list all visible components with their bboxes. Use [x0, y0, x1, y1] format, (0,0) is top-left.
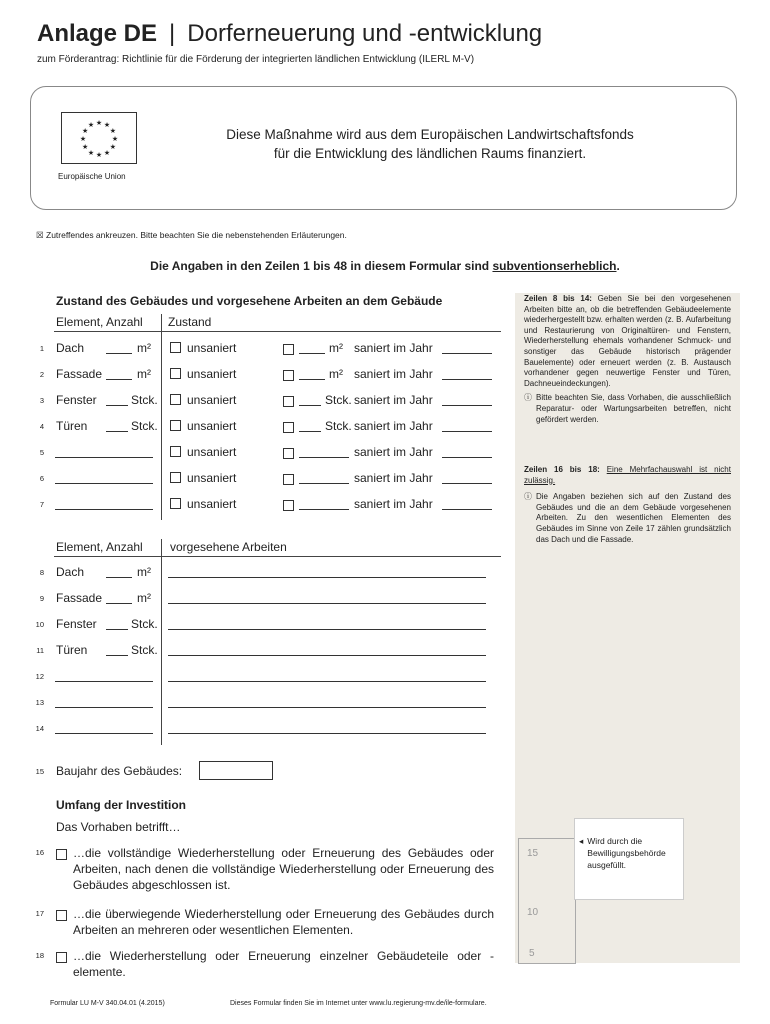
row-number: 8 — [39, 568, 44, 577]
notice-emphasis: subventionserheblich — [492, 259, 617, 273]
saniert-label: saniert im Jahr — [354, 367, 433, 381]
unsaniert-label: unsaniert — [187, 445, 237, 459]
saniert-quantity-field[interactable] — [299, 498, 349, 510]
callout-text: Wird durch die Bewilligungsbehörde ausgefüllt. — [587, 836, 666, 870]
row-number: 3 — [39, 396, 44, 405]
saniert-year-field[interactable] — [442, 368, 492, 380]
saniert-year-field[interactable] — [442, 420, 492, 432]
element-field[interactable] — [55, 722, 153, 734]
gauge-label: 15 — [527, 848, 539, 859]
saniert-year-field[interactable] — [442, 446, 492, 458]
column-divider — [161, 314, 162, 520]
arrow-left-icon: ◂ — [579, 836, 584, 846]
sidebar-b2-text: Eine Mehrfachauswahl ist nicht zulässig. — [524, 465, 731, 485]
saniert-checkbox[interactable] — [283, 396, 294, 407]
header-rule-2 — [54, 556, 501, 557]
saniert-year-field[interactable] — [442, 394, 492, 406]
saniert-checkbox[interactable] — [283, 370, 294, 381]
eu-star-icon: ★ — [79, 136, 87, 143]
planned-work-field[interactable] — [168, 618, 486, 630]
authority-callout — [574, 818, 684, 900]
saniert-unit-label: m² — [329, 367, 343, 381]
saniert-label: saniert im Jahr — [354, 497, 433, 511]
saniert-quantity-field[interactable] — [299, 342, 325, 354]
row-number: 4 — [39, 422, 44, 431]
saniert-checkbox[interactable] — [283, 422, 294, 433]
hint-text: Zutreffendes ankreuzen. Bitte beachten Sie die nebenstehenden Erläuterungen. — [46, 230, 347, 240]
unsaniert-checkbox[interactable] — [170, 342, 181, 353]
row-number: 16 — [35, 848, 44, 857]
eu-star-icon: ★ — [95, 152, 103, 159]
eu-star-icon: ★ — [103, 149, 111, 157]
unsaniert-option — [170, 419, 236, 433]
investition-checkbox[interactable] — [56, 952, 67, 963]
investition-option-text: …die Wiederherstellung oder Erneuerung einzelner Gebäudeteile oder -elemente. — [73, 949, 494, 979]
unsaniert-option — [170, 367, 236, 381]
col-header-element: Element, Anzahl — [56, 315, 143, 329]
baujahr-label: Baujahr des Gebäudes: — [56, 764, 183, 778]
form-url-note: Dieses Formular finden Sie im Internet unter www.lu.regierung-mv.de/ile-formulare. — [230, 1000, 487, 1007]
row-number: 6 — [39, 474, 44, 483]
review-gauge-cell — [518, 941, 576, 964]
checked-box-icon: ☒ — [36, 230, 44, 240]
saniert-year-field[interactable] — [442, 498, 492, 510]
header-rule — [54, 331, 501, 332]
notice-prefix: Die Angaben in den Zeilen 1 bis 48 in diesem Formular sind — [150, 259, 493, 273]
form-id: Formular LU M-V 340.04.01 (4.2015) — [50, 1000, 165, 1007]
quantity-field[interactable] — [106, 592, 132, 604]
title-right: Dorferneuerung und -entwicklung — [187, 20, 543, 47]
investition-option-text: …die überwiegende Wiederherstellung oder Erneuerung des Gebäudes durch Arbeiten an mehreren oder wesentlichen Elementen. — [73, 907, 494, 937]
unsaniert-label: unsaniert — [187, 471, 237, 485]
planned-work-field[interactable] — [168, 566, 486, 578]
saniert-quantity-field[interactable] — [299, 420, 321, 432]
col-header-arbeiten: vorgesehene Arbeiten — [170, 540, 287, 554]
row-number: 7 — [39, 500, 44, 509]
unit-label: m² — [137, 367, 151, 381]
investition-intro: Das Vorhaben betrifft… — [56, 820, 181, 834]
saniert-quantity-field[interactable] — [299, 368, 325, 380]
sidebar-b1-text: Geben Sie bei den vorgesehenen Arbeiten bitte an, ob die betreffenden Gebäudeelemente wiederhergestellt bzw. erhalten werden (z. B. Aufarbeitung und Restaurierung von Originaltüren- und Fenstern, Wiederherstellung ehemals vorhandener Schmuck- und sonstiger das Gebäude historisch prägender Bauelemente) oder erneuert werden (z. B. Austausch vorhandener gegen neuwertige Fenster und Türen, Dachneueindeckungen). — [524, 294, 731, 388]
unsaniert-label: unsaniert — [187, 341, 237, 355]
unsaniert-option — [170, 393, 236, 407]
element-field[interactable] — [55, 498, 153, 510]
saniert-checkbox[interactable] — [283, 448, 294, 459]
eu-text-line1: Diese Maßnahme wird aus dem Europäischen Landwirtschaftsfonds — [226, 127, 634, 142]
saniert-label: saniert im Jahr — [354, 419, 433, 433]
saniert-checkbox[interactable] — [283, 344, 294, 355]
quantity-field[interactable] — [106, 368, 132, 380]
row-number: 17 — [35, 909, 44, 918]
unsaniert-label: unsaniert — [187, 497, 237, 511]
title-separator: | — [169, 20, 176, 47]
sidebar-b2-head: Zeilen 16 bis 18: — [524, 465, 600, 474]
planned-work-field[interactable] — [168, 696, 486, 708]
subtitle: zum Förderantrag: Richtlinie für die Förderung der integrierten ländlichen Entwicklung (ILERL M-V) — [37, 54, 475, 65]
saniert-quantity-field[interactable] — [299, 446, 349, 458]
saniert-year-field[interactable] — [442, 342, 492, 354]
element-field[interactable] — [55, 446, 153, 458]
element-field[interactable] — [55, 472, 153, 484]
unsaniert-option — [170, 497, 236, 511]
quantity-field[interactable] — [106, 566, 132, 578]
section-title-zustand: Zustand des Gebäudes und vorgesehene Arbeiten an dem Gebäude — [56, 294, 443, 308]
saniert-unit-label: Stck. — [325, 393, 352, 407]
col-header-zustand: Zustand — [168, 315, 212, 329]
eu-funding-text — [180, 125, 680, 163]
eu-star-icon: ★ — [109, 128, 116, 135]
eu-star-icon: ★ — [103, 122, 111, 130]
row-number: 9 — [39, 594, 44, 603]
unsaniert-option — [170, 471, 236, 485]
quantity-field[interactable] — [106, 342, 132, 354]
planned-work-field[interactable] — [168, 670, 486, 682]
review-gauge-cell — [518, 838, 576, 879]
row-element-label: Fassade — [56, 367, 103, 381]
investition-option-text: …die vollständige Wiederherstellung oder Erneuerung des Gebäudes oder Arbeiten, nach denen die vollständige Wiederherstellung oder Erneuerung des Gebäudes abgeschlossen ist. — [73, 846, 494, 892]
unsaniert-option — [170, 341, 236, 355]
unit-label: m² — [137, 565, 151, 579]
investition-checkbox[interactable] — [56, 910, 67, 921]
title-left: Anlage DE — [37, 20, 158, 47]
row-number: 13 — [35, 698, 44, 707]
saniert-quantity-field[interactable] — [299, 394, 321, 406]
row-number: 1 — [39, 344, 44, 353]
unsaniert-label: unsaniert — [187, 393, 237, 407]
saniert-label: saniert im Jahr — [354, 445, 433, 459]
saniert-label: saniert im Jahr — [354, 393, 433, 407]
sidebar-b1-head: Zeilen 8 bis 14: — [524, 294, 592, 303]
notice-suffix: . — [616, 259, 620, 273]
column-divider-2 — [161, 539, 162, 745]
planned-work-field[interactable] — [168, 722, 486, 734]
unsaniert-checkbox[interactable] — [170, 394, 181, 405]
instruction-hint — [36, 230, 347, 241]
saniert-quantity-field[interactable] — [299, 472, 349, 484]
element-field[interactable] — [55, 696, 153, 708]
eu-star-icon: ★ — [95, 120, 103, 127]
eu-star-icon: ★ — [87, 122, 95, 130]
row-element-label: Türen — [56, 643, 88, 657]
saniert-checkbox[interactable] — [283, 500, 294, 511]
eu-text-line2: für die Entwicklung des ländlichen Raums finanziert. — [273, 146, 587, 161]
row-element-label: Fassade — [56, 591, 103, 605]
unit-label: m² — [137, 591, 151, 605]
unsaniert-checkbox[interactable] — [170, 420, 181, 431]
subsidy-notice — [0, 259, 770, 273]
eu-star-icon: ★ — [82, 144, 89, 151]
sidebar-block-lines-8-14 — [524, 294, 731, 425]
baujahr-input[interactable] — [199, 761, 273, 780]
quantity-field[interactable] — [106, 394, 128, 406]
row-element-label: Dach — [56, 565, 85, 579]
page-title — [37, 20, 542, 48]
gauge-label: 10 — [527, 907, 539, 918]
row-number: 5 — [39, 448, 44, 457]
row-element-label: Fenster — [56, 617, 97, 631]
eu-flag-icon — [61, 112, 137, 164]
row-number: 11 — [36, 646, 44, 655]
unsaniert-checkbox[interactable] — [170, 446, 181, 457]
row-number: 12 — [35, 672, 44, 681]
unit-label: m² — [137, 341, 151, 355]
unsaniert-checkbox[interactable] — [170, 472, 181, 483]
quantity-field[interactable] — [106, 644, 128, 656]
row-number: 2 — [39, 370, 44, 379]
section-title-investition: Umfang der Investition — [56, 798, 187, 812]
saniert-unit-label: m² — [329, 341, 343, 355]
planned-work-field[interactable] — [168, 644, 486, 656]
unit-label: Stck. — [131, 419, 158, 433]
row-number: 10 — [35, 620, 44, 629]
row-number: 14 — [35, 724, 44, 733]
eu-flag-label: Europäische Union — [58, 172, 126, 181]
element-field[interactable] — [55, 670, 153, 682]
planned-work-field[interactable] — [168, 592, 486, 604]
unsaniert-label: unsaniert — [187, 367, 237, 381]
row-element-label: Dach — [56, 341, 85, 355]
unsaniert-checkbox[interactable] — [170, 368, 181, 379]
unit-label: Stck. — [131, 617, 158, 631]
saniert-unit-label: Stck. — [325, 419, 352, 433]
saniert-checkbox[interactable] — [283, 474, 294, 485]
eu-star-icon: ★ — [87, 149, 95, 157]
saniert-label: saniert im Jahr — [354, 471, 433, 485]
sidebar-b2-info: Die Angaben beziehen sich auf den Zustand des Gebäudes und die an dem Gebäude vorgesehenen Arbeiten. Zu den wesentlichen Elementen des Gebäudes im Sinne von Zeile 17 zählen grundsätzlich das Dach und die Fassade. — [536, 492, 731, 544]
info-icon: ⓘ — [524, 492, 532, 502]
saniert-label: saniert im Jahr — [354, 341, 433, 355]
sidebar-block-lines-16-18 — [524, 465, 731, 545]
saniert-year-field[interactable] — [442, 472, 492, 484]
col-header-element-2: Element, Anzahl — [56, 540, 143, 554]
unsaniert-label: unsaniert — [187, 419, 237, 433]
sidebar-b1-info: Bitte beachten Sie, dass Vorhaben, die ausschließlich Reparatur- oder Wartungsarbeiten betreffen, nicht gefördert werden. — [536, 393, 731, 424]
row-element-label: Fenster — [56, 393, 97, 407]
investition-checkbox[interactable] — [56, 849, 67, 860]
eu-star-icon: ★ — [109, 144, 116, 151]
unsaniert-checkbox[interactable] — [170, 498, 181, 509]
info-icon: ⓘ — [524, 393, 532, 403]
unsaniert-option — [170, 445, 236, 459]
quantity-field[interactable] — [106, 618, 128, 630]
review-gauge-cell — [518, 877, 576, 942]
eu-star-icon: ★ — [82, 128, 89, 135]
row-number: 18 — [35, 951, 44, 960]
unit-label: Stck. — [131, 643, 158, 657]
unit-label: Stck. — [131, 393, 158, 407]
gauge-label: 5 — [529, 948, 535, 959]
eu-star-icon: ★ — [111, 136, 119, 143]
quantity-field[interactable] — [106, 420, 128, 432]
row-number: 15 — [35, 767, 44, 776]
row-element-label: Türen — [56, 419, 88, 433]
